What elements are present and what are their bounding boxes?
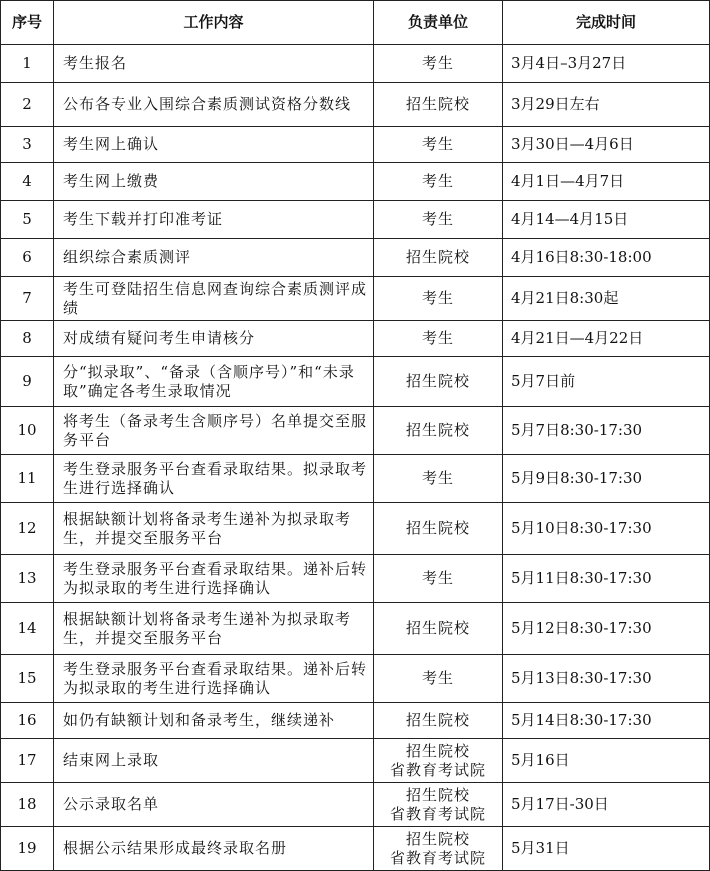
row-number: 19 <box>1 827 54 871</box>
row-task: 根据缺额计划将备录考生递补为拟录取考生，并提交至服务平台 <box>54 603 374 655</box>
row-number: 11 <box>1 455 54 503</box>
row-time: 3月29日左右 <box>503 83 710 127</box>
table-row <box>1 163 710 201</box>
unit-name: 招生院校 <box>405 619 470 637</box>
row-unit <box>374 357 503 407</box>
row-unit <box>374 703 503 739</box>
row-task: 考生可登陆招生信息网查询综合素质测评成绩 <box>54 277 374 321</box>
unit-name: 考生 <box>421 569 454 587</box>
row-number: 14 <box>1 603 54 655</box>
row-unit <box>374 163 503 201</box>
table-row <box>1 555 710 603</box>
row-unit <box>374 555 503 603</box>
row-number: 1 <box>1 45 54 83</box>
row-time: 5月12日8:30-17:30 <box>503 603 710 655</box>
row-time: 5月10日8:30-17:30 <box>503 503 710 555</box>
row-unit <box>374 321 503 357</box>
row-task: 根据公示结果形成最终录取名册 <box>54 827 374 871</box>
table-row <box>1 321 710 357</box>
row-time: 4月21日8:30起 <box>503 277 710 321</box>
unit-name: 招生院校 <box>405 372 470 390</box>
unit-name: 考生 <box>421 669 454 687</box>
unit-name: 招生院校 <box>405 741 470 760</box>
row-time: 5月7日前 <box>503 357 710 407</box>
row-time: 5月7日8:30-17:30 <box>503 407 710 455</box>
row-task: 根据缺额计划将备录考生递补为拟录取考生，并提交至服务平台 <box>54 503 374 555</box>
table-row <box>1 357 710 407</box>
unit-name: 招生院校 <box>405 95 470 113</box>
header-time: 完成时间 <box>503 1 710 45</box>
row-task: 考生登录服务平台查看录取结果。拟录取考生进行选择确认 <box>54 455 374 503</box>
row-unit <box>374 201 503 239</box>
row-task: 考生报名 <box>54 45 374 83</box>
header-task: 工作内容 <box>54 1 374 45</box>
table-row <box>1 277 710 321</box>
row-task: 考生网上确认 <box>54 127 374 163</box>
row-unit <box>374 827 503 871</box>
table-row <box>1 455 710 503</box>
unit-name: 招生院校 <box>405 711 470 729</box>
unit-name: 考生 <box>421 172 454 190</box>
unit-name: 省教育考试院 <box>389 848 486 867</box>
table-row <box>1 603 710 655</box>
header-number: 序号 <box>1 1 54 45</box>
row-time: 4月14—4月15日 <box>503 201 710 239</box>
row-unit <box>374 45 503 83</box>
row-task: 结束网上录取 <box>54 739 374 783</box>
unit-name: 考生 <box>421 469 454 487</box>
row-number: 15 <box>1 655 54 703</box>
row-number: 18 <box>1 783 54 827</box>
table-header-row <box>1 1 710 45</box>
row-task: 对成绩有疑问考生申请核分 <box>54 321 374 357</box>
table-row <box>1 655 710 703</box>
row-unit <box>374 455 503 503</box>
row-number: 10 <box>1 407 54 455</box>
row-time: 5月13日8:30-17:30 <box>503 655 710 703</box>
unit-name: 省教育考试院 <box>389 804 486 823</box>
row-unit <box>374 739 503 783</box>
unit-name: 招生院校 <box>405 421 470 439</box>
row-number: 7 <box>1 277 54 321</box>
row-time: 4月1日—4月7日 <box>503 163 710 201</box>
row-time: 3月4日–3月27日 <box>503 45 710 83</box>
table-row <box>1 239 710 277</box>
unit-name: 招生院校 <box>405 829 470 848</box>
unit-name: 考生 <box>421 54 454 72</box>
unit-name: 考生 <box>421 210 454 228</box>
row-task: 公布各专业入围综合素质测试资格分数线 <box>54 83 374 127</box>
row-unit <box>374 655 503 703</box>
row-number: 3 <box>1 127 54 163</box>
row-unit <box>374 83 503 127</box>
table-row <box>1 83 710 127</box>
row-time: 3月30日—4月6日 <box>503 127 710 163</box>
row-task: 考生登录服务平台查看录取结果。递补后转为拟录取的考生进行选择确认 <box>54 655 374 703</box>
table-row <box>1 45 710 83</box>
row-number: 4 <box>1 163 54 201</box>
table-row <box>1 783 710 827</box>
row-unit <box>374 407 503 455</box>
row-time: 5月16日 <box>503 739 710 783</box>
row-task: 考生下载并打印准考证 <box>54 201 374 239</box>
unit-name: 考生 <box>421 329 454 347</box>
row-task: 分“拟录取”、“备录（含顺序号）”和“未录取”确定各考生录取情况 <box>54 357 374 407</box>
table-row <box>1 827 710 871</box>
table-row <box>1 503 710 555</box>
table-row <box>1 407 710 455</box>
row-task: 组织综合素质测评 <box>54 239 374 277</box>
row-task: 如仍有缺额计划和备录考生，继续递补 <box>54 703 374 739</box>
row-unit <box>374 239 503 277</box>
row-time: 5月14日8:30-17:30 <box>503 703 710 739</box>
row-task: 考生登录服务平台查看录取结果。递补后转为拟录取的考生进行选择确认 <box>54 555 374 603</box>
table-row <box>1 201 710 239</box>
table-row <box>1 703 710 739</box>
unit-name: 省教育考试院 <box>389 760 486 779</box>
row-task: 公示录取名单 <box>54 783 374 827</box>
row-number: 2 <box>1 83 54 127</box>
unit-name: 招生院校 <box>405 248 470 266</box>
row-time: 5月11日8:30-17:30 <box>503 555 710 603</box>
row-unit <box>374 783 503 827</box>
row-time: 4月16日8:30-18:00 <box>503 239 710 277</box>
row-time: 5月17日-30日 <box>503 783 710 827</box>
unit-name: 招生院校 <box>405 785 470 804</box>
row-time: 5月31日 <box>503 827 710 871</box>
row-unit <box>374 127 503 163</box>
header-unit: 负责单位 <box>374 1 503 45</box>
row-number: 16 <box>1 703 54 739</box>
unit-name: 考生 <box>421 135 454 153</box>
row-unit <box>374 603 503 655</box>
row-number: 13 <box>1 555 54 603</box>
table-row <box>1 739 710 783</box>
row-number: 17 <box>1 739 54 783</box>
unit-name: 招生院校 <box>405 519 470 537</box>
row-task: 考生网上缴费 <box>54 163 374 201</box>
row-number: 9 <box>1 357 54 407</box>
row-task: 将考生（备录考生含顺序号）名单提交至服务平台 <box>54 407 374 455</box>
table-row <box>1 127 710 163</box>
row-time: 5月9日8:30-17:30 <box>503 455 710 503</box>
row-number: 12 <box>1 503 54 555</box>
row-time: 4月21日—4月22日 <box>503 321 710 357</box>
row-unit <box>374 503 503 555</box>
row-number: 6 <box>1 239 54 277</box>
row-unit <box>374 277 503 321</box>
unit-name: 考生 <box>421 289 454 307</box>
row-number: 8 <box>1 321 54 357</box>
row-number: 5 <box>1 201 54 239</box>
